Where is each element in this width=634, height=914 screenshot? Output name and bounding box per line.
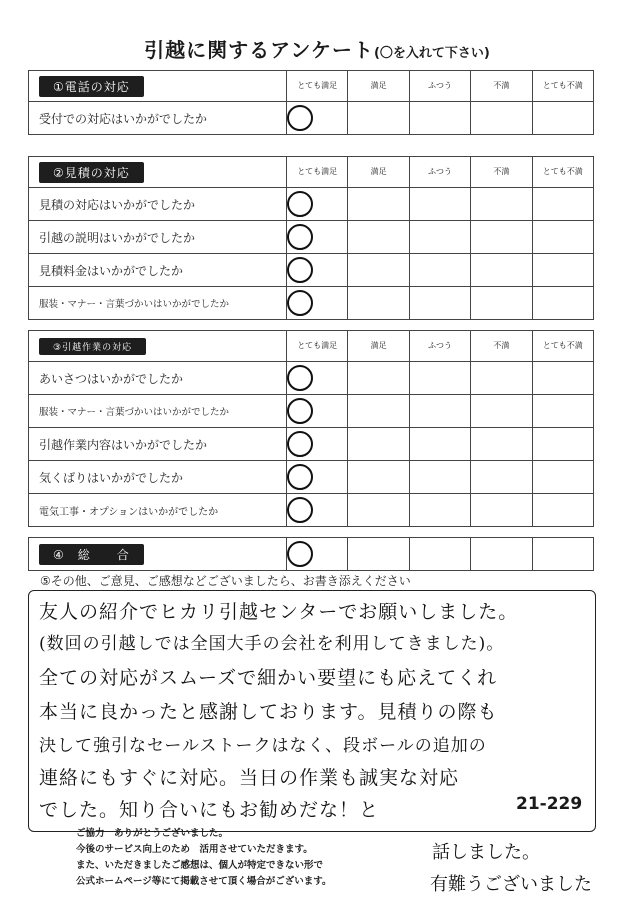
footer-line: 公式ホームページ等にて掲載させて頂く場合がございます。	[76, 876, 332, 887]
question-text: 引越作業内容はいかがでしたか	[29, 428, 287, 461]
section-estimate	[28, 156, 594, 320]
question-row	[29, 254, 594, 287]
section-label: ③引越作業の対応	[39, 338, 146, 355]
selected-circle-mark	[287, 464, 313, 490]
selected-circle-mark	[287, 257, 313, 283]
question-row	[29, 395, 594, 428]
section-phone	[28, 70, 594, 135]
rating-header: とても満足	[287, 331, 348, 362]
footer-line: 今後のサービス向上のため 活用させていただきます。	[76, 844, 313, 855]
question-text: 気くばりはいかがでしたか	[29, 461, 287, 494]
question-text: 電気工事・オプションはいかがでしたか	[29, 494, 287, 527]
footer-line: ご協力 ありがとうございました。	[76, 828, 229, 839]
selected-circle-mark	[287, 398, 313, 424]
question-row	[29, 287, 594, 320]
question-text: 受付での対応はいかがでしたか	[29, 102, 287, 135]
question-row	[29, 188, 594, 221]
handwritten-comment-line: でした。知り合いにもお勧めだな！と	[39, 799, 380, 821]
rating-header: とても不満	[532, 157, 593, 188]
section-overall	[28, 537, 594, 571]
question-text: 見積の対応はいかがでしたか	[29, 188, 287, 221]
selected-circle-mark	[287, 541, 313, 567]
rating-header: ふつう	[409, 71, 470, 102]
question-text: あいさつはいかがでしたか	[29, 362, 287, 395]
question-text: 引越の説明はいかがでしたか	[29, 221, 287, 254]
selected-circle-mark	[287, 105, 313, 131]
survey-title-instruction: (〇を入れて下さい)	[373, 46, 490, 61]
question-row	[29, 362, 594, 395]
selected-circle-mark	[287, 365, 313, 391]
handwritten-comment-line: 連絡にもすぐに対応。当日の作業も誠実な対応	[39, 767, 460, 789]
document-id: 21-229	[516, 794, 583, 814]
section-label: ②見積の対応	[39, 162, 144, 183]
comment-prompt: ⑤その他、ご意見、ご感想などございましたら、お書き添えください	[40, 574, 411, 588]
section-moving-work	[28, 330, 594, 527]
question-row	[29, 102, 594, 135]
section-label: ④ 総 合	[39, 544, 144, 565]
handwritten-comment-line: 友人の紹介でヒカリ引越センターでお願いしました。	[39, 601, 519, 623]
selected-circle-mark	[287, 431, 313, 457]
selected-circle-mark	[287, 497, 313, 523]
question-row	[29, 428, 594, 461]
rating-header: ふつう	[409, 331, 470, 362]
rating-header: 不満	[471, 157, 532, 188]
rating-header: とても不満	[532, 71, 593, 102]
selected-circle-mark	[287, 290, 313, 316]
rating-header: 満足	[348, 157, 409, 188]
rating-header: 不満	[471, 331, 532, 362]
question-text: 服装・マナー・言葉づかいはいかがでしたか	[29, 395, 287, 428]
handwritten-closing-line: 話しました。	[432, 842, 540, 863]
question-text: 見積料金はいかがでしたか	[29, 254, 287, 287]
rating-header: ふつう	[409, 157, 470, 188]
section-label: ①電話の対応	[39, 76, 144, 97]
handwritten-comment-line: 本当に良かったと感謝しております。見積りの際も	[39, 701, 498, 723]
rating-header: 満足	[348, 331, 409, 362]
rating-header: 満足	[348, 71, 409, 102]
handwritten-closing-line: 有難うございました	[430, 874, 592, 895]
rating-header: とても不満	[532, 331, 593, 362]
rating-header: 不満	[471, 71, 532, 102]
survey-title-text: 引越に関するアンケート	[144, 38, 374, 62]
question-row	[29, 461, 594, 494]
question-row	[29, 221, 594, 254]
handwritten-comment-line: 決して強引なセールストークはなく、段ボールの追加の	[39, 736, 487, 756]
question-text: 服装・マナー・言葉づかいはいかがでしたか	[29, 287, 287, 320]
selected-circle-mark	[287, 191, 313, 217]
rating-header: とても満足	[287, 71, 348, 102]
footer-line: また、いただきましたご感想は、個人が特定できない形で	[76, 860, 324, 871]
survey-title	[0, 34, 634, 63]
handwritten-comment-line: 全ての対応がスムーズで細かい要望にも応えてくれ	[39, 667, 498, 689]
rating-header: とても満足	[287, 157, 348, 188]
question-row	[29, 494, 594, 527]
comment-box[interactable]	[28, 590, 596, 832]
handwritten-comment-line: (数回の引越しでは全国大手の会社を利用してきました)。	[39, 634, 505, 654]
footer-notice	[76, 826, 332, 890]
selected-circle-mark	[287, 224, 313, 250]
